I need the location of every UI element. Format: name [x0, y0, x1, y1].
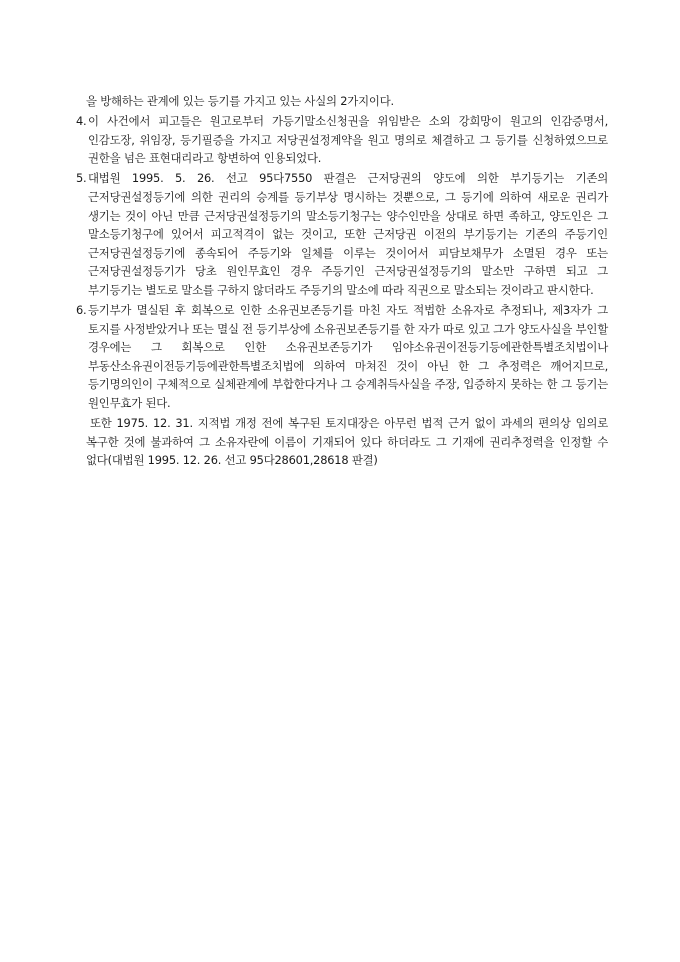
list-item-6: [76, 301, 608, 413]
item-number: 5.: [76, 171, 87, 186]
item-text: 대법원 1995. 5. 26. 선고 95다7550 판결은 근저당권의 양도에 의한 부기등기는 기존의 근저당권설정등기에 의한 권리의 승계를 등기부상 명시하는 것뿐으로, 그 등기에 의하여 새로운 권리가 생기는 것이 아닌 만큼 근저당권설정등기의 말소등기청구는 양수인만을 상대로 하면 족하고, 양도인은 그 말소등기청구에 있어서 피고적격이 없는 것이고, 또한 근저당권 이전의 부기등기는 기존의 주등기인 근저당권설정등기에 종속되어 주등기와 일체를 이루는 것이어서 피담보채무가 소멸된 경우 또는 근저당권설정등기가 당초 원인무효인 경우 주등기인 근저당권설정등기의 말소만 구하면 되고 그 부기등기는 별도로 말소를 구하지 않더라도 주등기의 말소에 따라 직권으로 말소되는 것이라고 판시한다.: [88, 171, 608, 297]
item-text: 이 사건에서 피고들은 원고로부터 가등기말소신청권을 위임받은 소외 강희망이 원고의 인감증명서, 인감도장, 위임장, 등기필증을 가지고 저당권설정계약을 원고 명의로 체결하고 그 등기를 신청하였으므로 권한을 넘은 표현대리라고 항변하여 인용되었다.: [88, 114, 608, 166]
list-item-4: [76, 112, 608, 168]
document-body: [76, 92, 608, 470]
item-number: 6.: [76, 303, 87, 318]
item-text: 등기부가 멸실된 후 회복으로 인한 소유권보존등기를 마친 자도 적법한 소유자로 추정되나, 제3자가 그 토지를 사정받았거나 또는 멸실 전 등기부상에 소유권보존등기를 한 자가 따로 있고 그가 양도사실을 부인할 경우에는 그 회복으로 인한 소유권보존등기가 임야소유권이전등기등에관한특별조치법이나 부동산소유권이전등기등에관한특별조치법에 의하여 마쳐진 것이 아닌 한 그 추정력은 깨어지므로, 등기명의인이 구체적으로 실체관계에 부합한다거나 그 승계취득사실을 주장, 입증하지 못하는 한 그 등기는 원인무효가 된다.: [88, 303, 608, 410]
list-item-5: [76, 169, 608, 299]
trailing-paragraph: 또한 1975. 12. 31. 지적법 개정 전에 복구된 토지대장은 아무런 법적 근거 없이 과세의 편의상 임의로 복구한 것에 불과하여 그 소유자란에 이름이 기재되어 있다 하더라도 그 기재에 권리추정력을 인정할 수 없다(대법원 1995. 12. 26. 선고 95다28601,28618 판결): [86, 416, 608, 468]
item-number: 4.: [76, 114, 87, 129]
continuation-line: 을 방해하는 관계에 있는 등기를 가지고 있는 사실의 2가지이다.: [86, 94, 394, 108]
